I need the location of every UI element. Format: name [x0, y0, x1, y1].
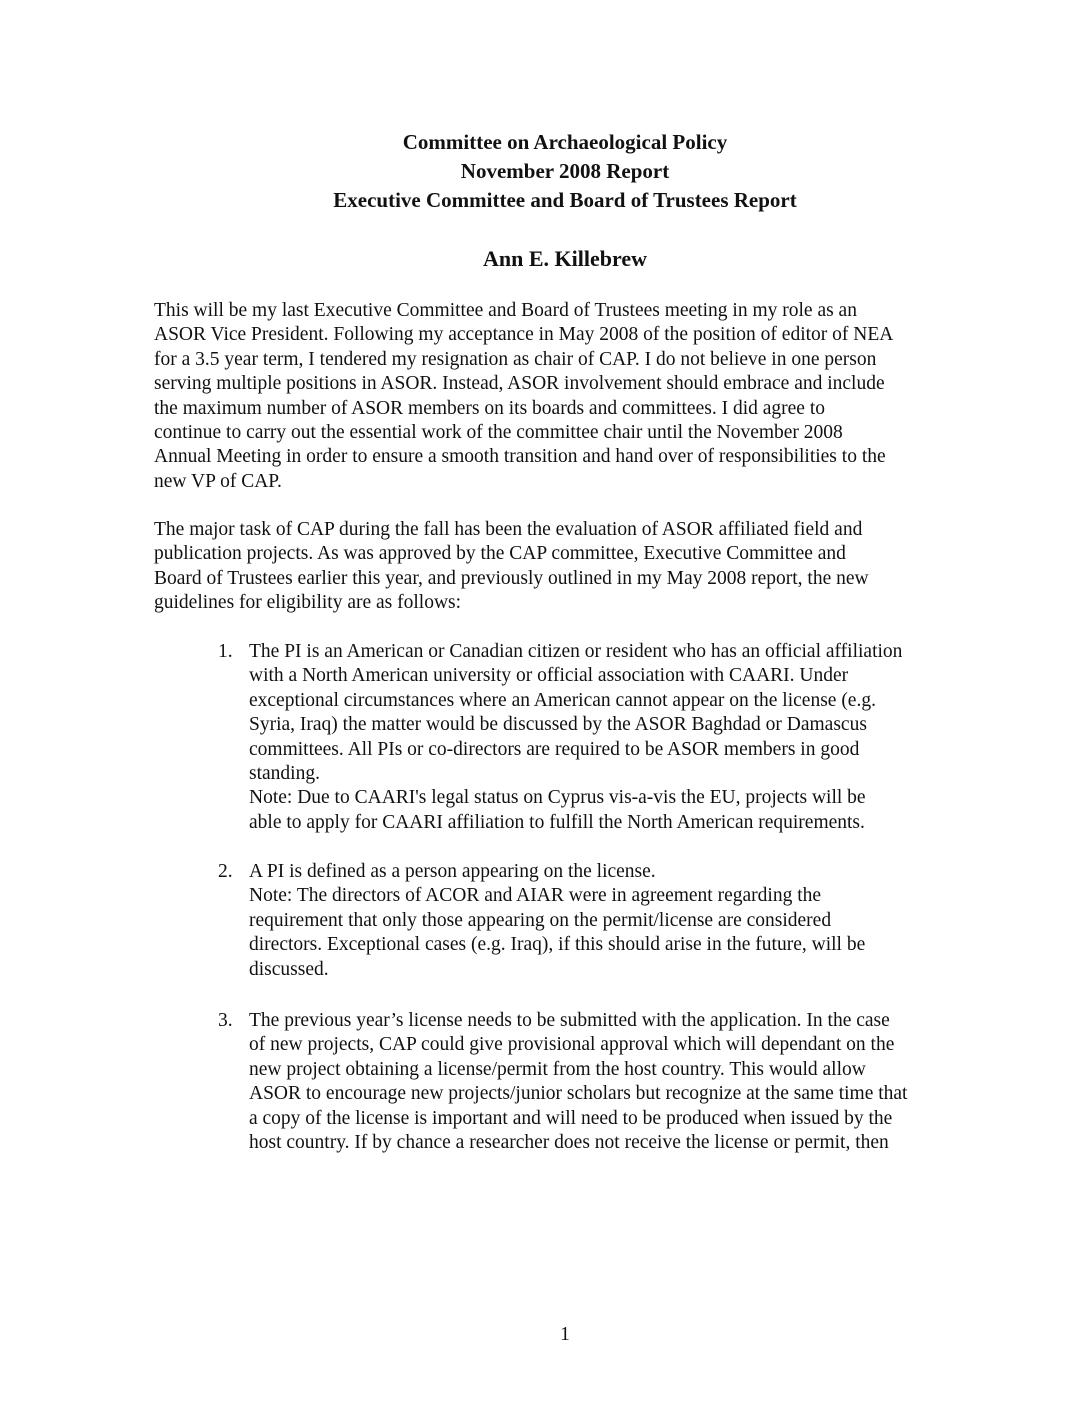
list-line: The PI is an American or Canadian citizen or resident who has an official affiliation [249, 641, 903, 662]
list-line: discussed. [249, 958, 329, 980]
list-line: committees. All PIs or co-directors are required to be ASOR members in good [249, 738, 860, 760]
paragraph-line: ASOR Vice President. Following my acceptance in May 2008 of the position of editor of NEA [154, 324, 894, 346]
list-item-body [249, 640, 989, 835]
list-line: exceptional circumstances where an American cannot appear on the license (e.g. [249, 689, 876, 711]
paragraph-line: continue to carry out the essential work of the committee chair until the November 2008 [154, 422, 843, 444]
list-line: requirement that only those appearing on the permit/license are considered [249, 909, 832, 931]
paragraph-line: the maximum number of ASOR members on its boards and committees. I did agree to [154, 397, 825, 419]
list-item-body [249, 1009, 989, 1155]
list-line: Note: The directors of ACOR and AIAR were in agreement regarding the [249, 885, 822, 907]
paragraph-line: The major task of CAP during the fall has been the evaluation of ASOR affiliated field and [154, 519, 863, 540]
paragraph-line: for a 3.5 year term, I tendered my resignation as chair of CAP. I do not believe in one person [154, 348, 877, 370]
list-item-body [249, 860, 989, 982]
title-line-report: Executive Committee and Board of Trustees Report [333, 188, 797, 212]
page-number: 1 [560, 1324, 570, 1345]
title-line-committee: Committee on Archaeological Policy [402, 130, 728, 154]
list-line: able to apply for CAARI affiliation to fulfill the North American requirements. [249, 811, 865, 833]
list-line: host country. If by chance a researcher does not receive the license or permit, then [249, 1132, 889, 1154]
paragraph-line: new VP of CAP. [154, 470, 282, 492]
list-line: with a North American university or official association with CAARI. Under [249, 665, 849, 687]
list-line: new project obtaining a license/permit from the host country. This would allow [249, 1058, 866, 1080]
list-line: directors. Exceptional cases (e.g. Iraq), if this should arise in the future, will be [249, 934, 866, 956]
list-line: of new projects, CAP could give provisional approval which will dependant on the [249, 1034, 895, 1056]
list-line: Syria, Iraq) the matter would be discussed by the ASOR Baghdad or Damascus [249, 714, 867, 736]
list-number: 2. [218, 861, 233, 882]
list-line: ASOR to encourage new projects/junior scholars but recognize at the same time that [249, 1083, 908, 1105]
list-line: a copy of the license is important and will need to be produced when issued by the [249, 1107, 893, 1129]
report-title [0, 128, 1088, 215]
author-name: Ann E. Killebrew [482, 246, 647, 271]
paragraph-line: guidelines for eligibility are as follows: [154, 592, 462, 614]
list-line: The previous year’s license needs to be submitted with the application. In the case [249, 1010, 890, 1031]
paragraph-line: serving multiple positions in ASOR. Instead, ASOR involvement should embrace and include [154, 373, 885, 395]
list-line: A PI is defined as a person appearing on the license. [249, 861, 656, 882]
title-line-date: November 2008 Report [460, 159, 670, 183]
list-number: 1. [218, 641, 233, 662]
list-number: 3. [218, 1010, 233, 1031]
list-line: standing. [249, 763, 320, 785]
paragraph-line: This will be my last Executive Committee and Board of Trustees meeting in my role as an [154, 300, 857, 321]
paragraph-line: Board of Trustees earlier this year, and previously outlined in my May 2008 report, the new [154, 567, 869, 589]
paragraph-intro [154, 299, 976, 494]
list-line: Note: Due to CAARI's legal status on Cyprus vis-a-vis the EU, projects will be [249, 787, 866, 809]
paragraph-task [154, 518, 976, 616]
paragraph-line: Annual Meeting in order to ensure a smooth transition and hand over of responsibilities to the [154, 446, 886, 468]
paragraph-line: publication projects. As was approved by the CAP committee, Executive Committee and [154, 543, 846, 565]
